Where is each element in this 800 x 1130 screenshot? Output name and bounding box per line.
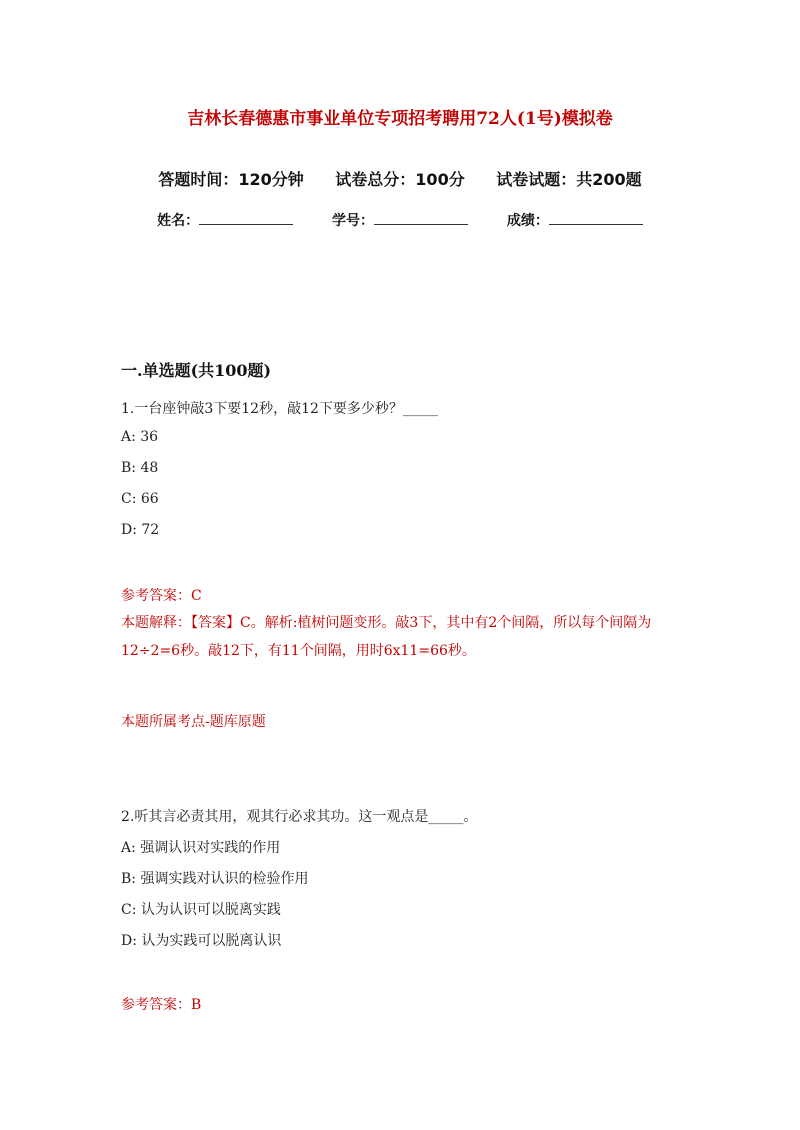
- id-label: 学号：: [332, 213, 374, 229]
- question-stem: 1.一台座钟敲3下要12秒，敲12下要多少秒？_____: [121, 401, 438, 417]
- explanation: 本题解释：【答案】C。解析:植树问题变形。敲3下，其中有2个间隔，所以每个间隔为12÷2=6秒。敲12下，有11个间隔，用时6x11=66秒。: [121, 615, 652, 659]
- exam-title: 吉林长春德惠市事业单位专项招考聘用72人(1号)模拟卷: [187, 109, 613, 129]
- score-field: [507, 213, 643, 229]
- id-field: [332, 213, 468, 229]
- option-b: B: 强调实践对认识的检验作用: [121, 871, 309, 887]
- option-a: A: 强调认识对实践的作用: [121, 840, 281, 856]
- student-fields: [0, 210, 800, 230]
- option-c: C: 66: [121, 491, 159, 507]
- answer: 参考答案：C: [121, 588, 202, 604]
- exam-time: 答题时间：120分钟: [158, 170, 304, 189]
- exam-question-count: 试卷试题：共200题: [496, 170, 642, 189]
- score-label: 成绩：: [506, 213, 549, 229]
- option-d: D: 认为实践可以脱离认识: [121, 933, 282, 949]
- option-c: C: 认为认识可以脱离实践: [121, 902, 281, 918]
- section-heading: 一.单选题(共100题): [121, 361, 272, 380]
- option-a: A: 36: [121, 429, 159, 445]
- knowledge-point: 本题所属考点-题库原题: [121, 714, 266, 730]
- id-blank[interactable]: [374, 210, 468, 225]
- name-field: [157, 213, 293, 229]
- exam-meta: [0, 167, 800, 190]
- option-d: D: 72: [121, 522, 160, 538]
- name-blank[interactable]: [199, 210, 293, 225]
- exam-total-score: 试卷总分：100分: [335, 170, 465, 189]
- answer: 参考答案：B: [121, 997, 202, 1013]
- name-label: 姓名：: [157, 213, 200, 229]
- score-blank[interactable]: [549, 210, 643, 225]
- option-b: B: 48: [121, 460, 159, 476]
- question-stem: 2.听其言必责其用，观其行必求其功。这一观点是_____。: [121, 809, 478, 825]
